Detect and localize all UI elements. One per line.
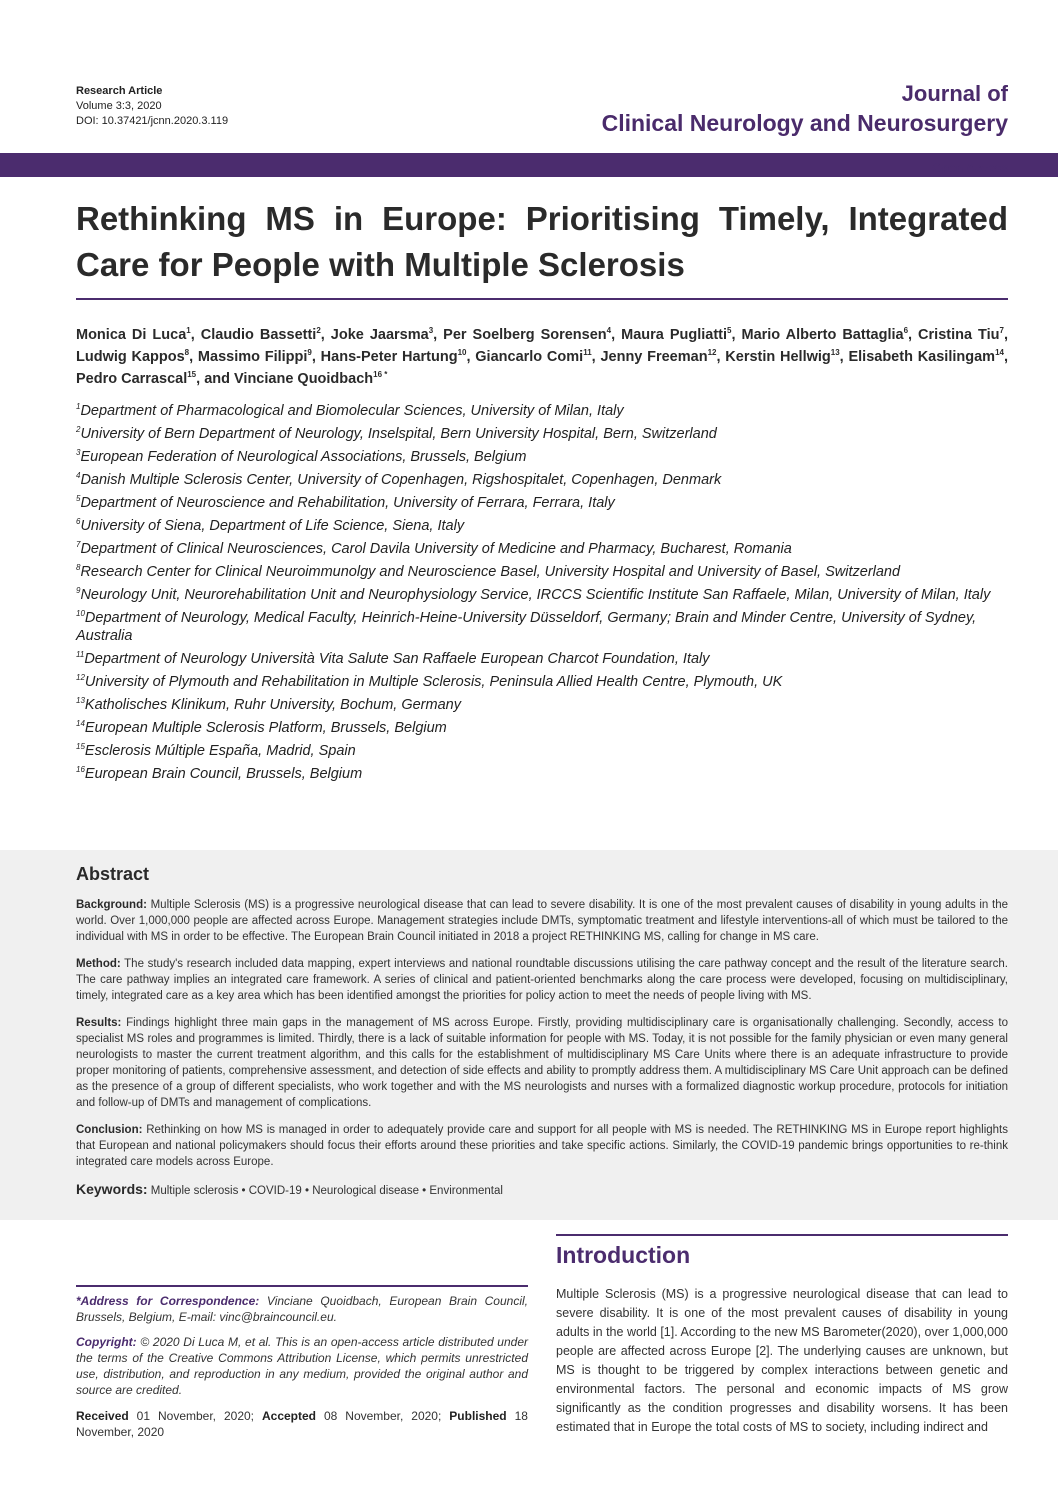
affiliation-number: 8	[76, 563, 81, 573]
abstract-paragraph	[76, 1015, 1008, 1111]
affiliation-text: Department of Neuroscience and Rehabilitation, University of Ferrara, Ferrara, Italy	[80, 495, 615, 511]
affiliation-number: 10	[76, 609, 85, 619]
paper-title: Rethinking MS in Europe: Prioritising Timely, Integrated Care for People with Multiple Sclerosis	[76, 200, 1008, 283]
keywords-label: Keywords:	[76, 1181, 148, 1197]
affiliation-text: Esclerosis Múltiple España, Madrid, Spain	[84, 743, 356, 759]
abstract-section-text: Findings highlight three main gaps in the management of MS across Europe. Firstly, providing multidisciplinary care is organisationally challenging. Secondly, access to specialist MS roles and programmes is limited. Thirdly, there is a lack of suitable information for people with MS. Today, it is not possible for the family physician or even many general neurologists to master the current treatment algorithm, and this calls for the establishment of multidisciplinary MS Care Units where there is an adequate infrastructure to provide proper monitoring of patients, comprehensive assessment, and detection of side effects and ability to promptly address them. A multidisciplinary MS Care Unit approach can be defined as the presence of a group of different specialists, who work together and with the MS neurologists and nurses with a formalized diagnostic workup procedure, protocols for initiation and follow-up of DMTs and management of complications.	[76, 1017, 1008, 1109]
author-affiliation-mark: 10	[457, 348, 467, 358]
abstract-section-label: Results:	[76, 1017, 122, 1029]
affiliation-text: European Brain Council, Brussels, Belgium	[84, 766, 363, 782]
affiliation-item	[76, 448, 1008, 466]
accepted-label: Accepted	[261, 1409, 317, 1423]
author-affiliation-mark: 16 *	[373, 370, 388, 380]
affiliation-number: 9	[76, 586, 81, 596]
keywords	[76, 1181, 1008, 1197]
author-name	[621, 327, 731, 343]
copyright-label: Copyright:	[76, 1335, 137, 1349]
correspondence-label: *Address for Correspondence:	[76, 1294, 260, 1308]
accepted-date: 08 November, 2020;	[323, 1409, 442, 1423]
affiliation-text: Research Center for Clinical Neuroimmunolgy and Neuroscience Basel, University Hospital and University of Basel, Switzerland	[80, 564, 901, 580]
affiliation-item	[76, 719, 1008, 737]
affiliation-item	[76, 425, 1008, 443]
affiliation-item	[76, 471, 1008, 489]
author-affiliation-mark: 3	[428, 326, 434, 336]
author-name-text: Monica Di Luca	[76, 327, 187, 343]
abstract-paragraph	[76, 1122, 1008, 1170]
author-affiliation-mark: 15	[187, 370, 197, 380]
affiliation-text: European Multiple Sclerosis Platform, Brussels, Belgium	[84, 720, 447, 736]
intro-divider	[556, 1234, 1008, 1236]
author-name-text: and Vinciane Quoidbach	[204, 371, 374, 387]
affiliation-number: 12	[76, 673, 85, 683]
journal-name-line1: Journal of	[901, 81, 1008, 106]
author-name-text: Joke Jaarsma	[330, 327, 429, 343]
abstract-section-text: Rethinking on how MS is managed in order to adequately provide care and support for all people with MS is needed. The RETHINKING MS in Europe report highlights that European and national policymakers should focus their efforts around these priorities and take specific actions. Similarly, the COVID-19 pandemic brings opportunities to re-think integrated care models across Europe.	[76, 1124, 1008, 1168]
affiliation-text: Department of Neurology, Medical Faculty, Heinrich-Heine-University Düsseldorf, Germany; Brain and Minder Centre, University of Sydney, Australia	[76, 610, 977, 644]
journal-name-line2: Clinical Neurology and Neurosurgery	[601, 110, 1008, 136]
author-name-text: Giancarlo Comi	[475, 349, 584, 365]
received-label: Received	[76, 1409, 129, 1423]
author-affiliation-mark: 14	[995, 348, 1004, 358]
journal-name	[602, 80, 1008, 138]
author-name	[204, 371, 387, 387]
affiliation-number: 11	[76, 650, 85, 660]
notes-divider	[76, 1285, 528, 1287]
author-name	[475, 349, 591, 365]
author-name-text: Ludwig Kappos	[76, 349, 185, 365]
affiliation-text: Katholisches Klinikum, Ruhr University, Bochum, Germany	[84, 697, 461, 713]
affiliation-item	[76, 563, 1008, 581]
introduction-text: Multiple Sclerosis (MS) is a progressive neurological disease that can lead to severe disability. It is one of the most prevalent causes of disability in young adults in the world [1]. According to the new MS Barometer(2020), over 1,000,000 people are affected across Europe [2]. The underlying causes are unknown, but MS is thought to be triggered by complex interactions between genetic and environmental factors. The personal and economic impacts of MS grow significantly as the condition progresses and disability worsens. It has been estimated that in Europe the total costs of MS to society, including indirect and	[556, 1287, 1008, 1434]
affiliation-number: 7	[76, 540, 81, 550]
affiliation-number: 15	[76, 742, 85, 752]
correspondence-note	[76, 1293, 528, 1325]
introduction-heading: Introduction	[556, 1242, 691, 1268]
title-divider	[76, 298, 1008, 300]
affiliation-text: Department of Neurology Università Vita Salute San Raffaele European Charcot Foundation, Italy	[84, 651, 710, 667]
article-meta	[76, 84, 228, 129]
abstract-section-label: Method:	[76, 958, 121, 970]
affiliation-text: Department of Clinical Neurosciences, Carol Davila University of Medicine and Pharmacy, Bucharest, Romania	[80, 541, 792, 557]
doi: DOI: 10.37421/jcnn.2020.3.119	[76, 115, 229, 127]
author-name-text: Pedro Carrascal	[76, 371, 188, 387]
author-name-text: Elisabeth Kasilingam	[848, 349, 996, 365]
abstract-section-label: Conclusion:	[76, 1124, 143, 1136]
author-name	[443, 327, 611, 343]
correspondence-text: Vinciane Quoidbach, European Brain Council, Brussels, Belgium, E-mail: vinc@braincouncil.eu.	[76, 1294, 528, 1324]
author-affiliation-mark: 4	[606, 326, 612, 336]
author-name	[321, 349, 467, 365]
author-name	[76, 371, 196, 387]
affiliation-item	[76, 586, 1008, 604]
affiliation-item	[76, 609, 1008, 645]
open-access-label: Open Access	[932, 161, 1008, 175]
author-affiliation-mark: 5	[727, 326, 732, 336]
affiliation-text: University of Bern Department of Neurology, Inselspital, Bern University Hospital, Bern, Switzerland	[80, 426, 717, 442]
author-name-text: Massimo Filippi	[197, 349, 308, 365]
abstract-heading: Abstract	[76, 864, 150, 884]
affiliation-number: 4	[76, 471, 81, 481]
affiliation-item	[76, 742, 1008, 760]
abstract-section-text: Multiple Sclerosis (MS) is a progressive neurological disease that can lead to severe disability. It is one of the most prevalent causes of disability in young adults in the world. Over 1,000,000 people are affected across Europe. Management strategies include DMTs, symptomatic treatment and lifestyle interventions-all of which must be tailored to the individual with MS in order to be effective. The European Brain Council initiated in 2018 a project RETHINKING MS, calling for change in MS care.	[76, 899, 1008, 943]
abstract-sections	[76, 897, 1008, 1170]
abstract-paragraph	[76, 897, 1008, 945]
author-name-text: Maura Pugliatti	[621, 327, 728, 343]
affiliation-text: European Federation of Neurological Associations, Brussels, Belgium	[80, 449, 527, 465]
author-affiliation-mark: 12	[707, 348, 717, 358]
affiliation-item	[76, 540, 1008, 558]
published-date: 18 November, 2020	[76, 1409, 528, 1439]
author-affiliation-mark: 13	[830, 348, 840, 358]
abstract-box	[0, 850, 1058, 1220]
affiliation-text: Neurology Unit, Neurorehabilitation Unit and Neurophysiology Service, IRCCS Scientific Institute San Raffaele, Milan, University of Milan, Italy	[80, 587, 991, 603]
author-affiliation-mark: 7	[999, 326, 1004, 336]
abstract-paragraph	[76, 956, 1008, 1004]
affiliation-item	[76, 696, 1008, 714]
affiliation-number: 1	[76, 402, 81, 412]
introduction-section	[556, 1234, 1008, 1437]
author-affiliation-mark: 11	[583, 348, 592, 358]
article-type: Research Article	[76, 85, 163, 97]
author-affiliation-mark: 1	[186, 326, 191, 336]
publication-dates	[76, 1408, 528, 1440]
affiliation-number: 2	[76, 425, 81, 435]
author-name-text: Jenny Freeman	[600, 349, 708, 365]
author-name-text: Mario Alberto Battaglia	[741, 327, 904, 343]
author-list: Monica Di Luca$^1$, Claudio Bassetti$^2$, Joke Jaarsma$^3$, Per Soelberg Sorensen$^4$, Maura Pugliatti$^5$, Mario Alberto Battaglia$^6$, Cristina Tiu$^7$, Ludwig Kappos$^8$, Massimo Filippi$^9$, Hans-Peter Hartung$^{10}$, Giancarlo Comi$^{11}$, Jenny Freeman$^{12}$, Kerstin Hellwig$^{13}$, Elisabeth Kasilingam$^{14}$, Pedro Carrascal$^{15}$, and Vinciane Quoidbach$^{16 *}$	[76, 326, 1008, 387]
author-name-text: Per Soelberg Sorensen	[443, 327, 607, 343]
author-name	[600, 349, 716, 365]
received-date: 01 November, 2020;	[136, 1409, 255, 1423]
keywords-text: Multiple sclerosis • COVID-19 • Neurological disease • Environmental	[150, 1185, 503, 1197]
affiliation-text: Department of Pharmacological and Biomolecular Sciences, University of Milan, Italy	[80, 403, 624, 419]
abstract-section-text: The study's research included data mapping, expert interviews and national roundtable discussions utilising the care pathway concept and the result of the literature search. The care pathway implies an integrated care framework. A series of clinical and patient-oriented benchmarks along the care process were developed, focusing on multidisciplinary, timely, integrated care as a key area which has been identified amongst the priorities for policy action to meet the needs of people living with MS.	[76, 958, 1008, 1002]
affiliation-number: 16	[76, 765, 85, 775]
affiliation-text: University of Siena, Department of Life Science, Siena, Italy	[80, 518, 465, 534]
author-name	[201, 327, 321, 343]
affiliation-number: 6	[76, 517, 81, 527]
author-name	[198, 349, 312, 365]
author-name-text: Kerstin Hellwig	[725, 349, 831, 365]
author-name	[76, 327, 191, 343]
affiliation-item	[76, 517, 1008, 535]
author-affiliation-mark: 9	[307, 348, 312, 358]
affiliation-item	[76, 650, 1008, 668]
author-name	[76, 349, 189, 365]
affiliation-item	[76, 673, 1008, 691]
affiliation-item	[76, 765, 1008, 783]
author-name	[741, 327, 908, 343]
affiliation-item	[76, 494, 1008, 512]
author-affiliation-mark: 6	[903, 326, 909, 336]
volume-info: Volume 3:3, 2020	[76, 100, 162, 112]
abstract-section-label: Background:	[76, 899, 147, 911]
author-name	[331, 327, 433, 343]
affiliation-text: University of Plymouth and Rehabilitation in Multiple Sclerosis, Peninsula Allied Health Centre, Plymouth, UK	[84, 674, 783, 690]
author-name-text: Claudio Bassetti	[200, 327, 317, 343]
published-label: Published	[449, 1409, 507, 1423]
author-name	[918, 327, 1004, 343]
author-name	[848, 349, 1004, 365]
author-name-text: Hans-Peter Hartung	[320, 349, 458, 365]
affiliation-number: 5	[76, 494, 81, 504]
copyright-text: © 2020 Di Luca M, et al. This is an open-access article distributed under the terms of the Creative Commons Attribution License, which permits unrestricted use, distribution, and reproduction in any medium, provided the original author and source are credited.	[76, 1335, 528, 1397]
affiliation-item	[76, 402, 1008, 420]
affiliation-list	[76, 402, 1008, 788]
left-column-notes	[76, 1285, 528, 1440]
copyright-note	[76, 1334, 528, 1398]
author-name-text: Cristina Tiu	[918, 327, 1000, 343]
author-affiliation-mark: 2	[316, 326, 321, 336]
affiliation-text: Danish Multiple Sclerosis Center, University of Copenhagen, Rigshospitalet, Copenhagen, Denmark	[80, 472, 722, 488]
author-name	[725, 349, 839, 365]
affiliation-number: 3	[76, 448, 81, 458]
affiliation-number: 14	[76, 719, 85, 729]
header-band	[0, 153, 1058, 177]
affiliation-number: 13	[76, 696, 85, 706]
author-affiliation-mark: 8	[184, 348, 190, 358]
